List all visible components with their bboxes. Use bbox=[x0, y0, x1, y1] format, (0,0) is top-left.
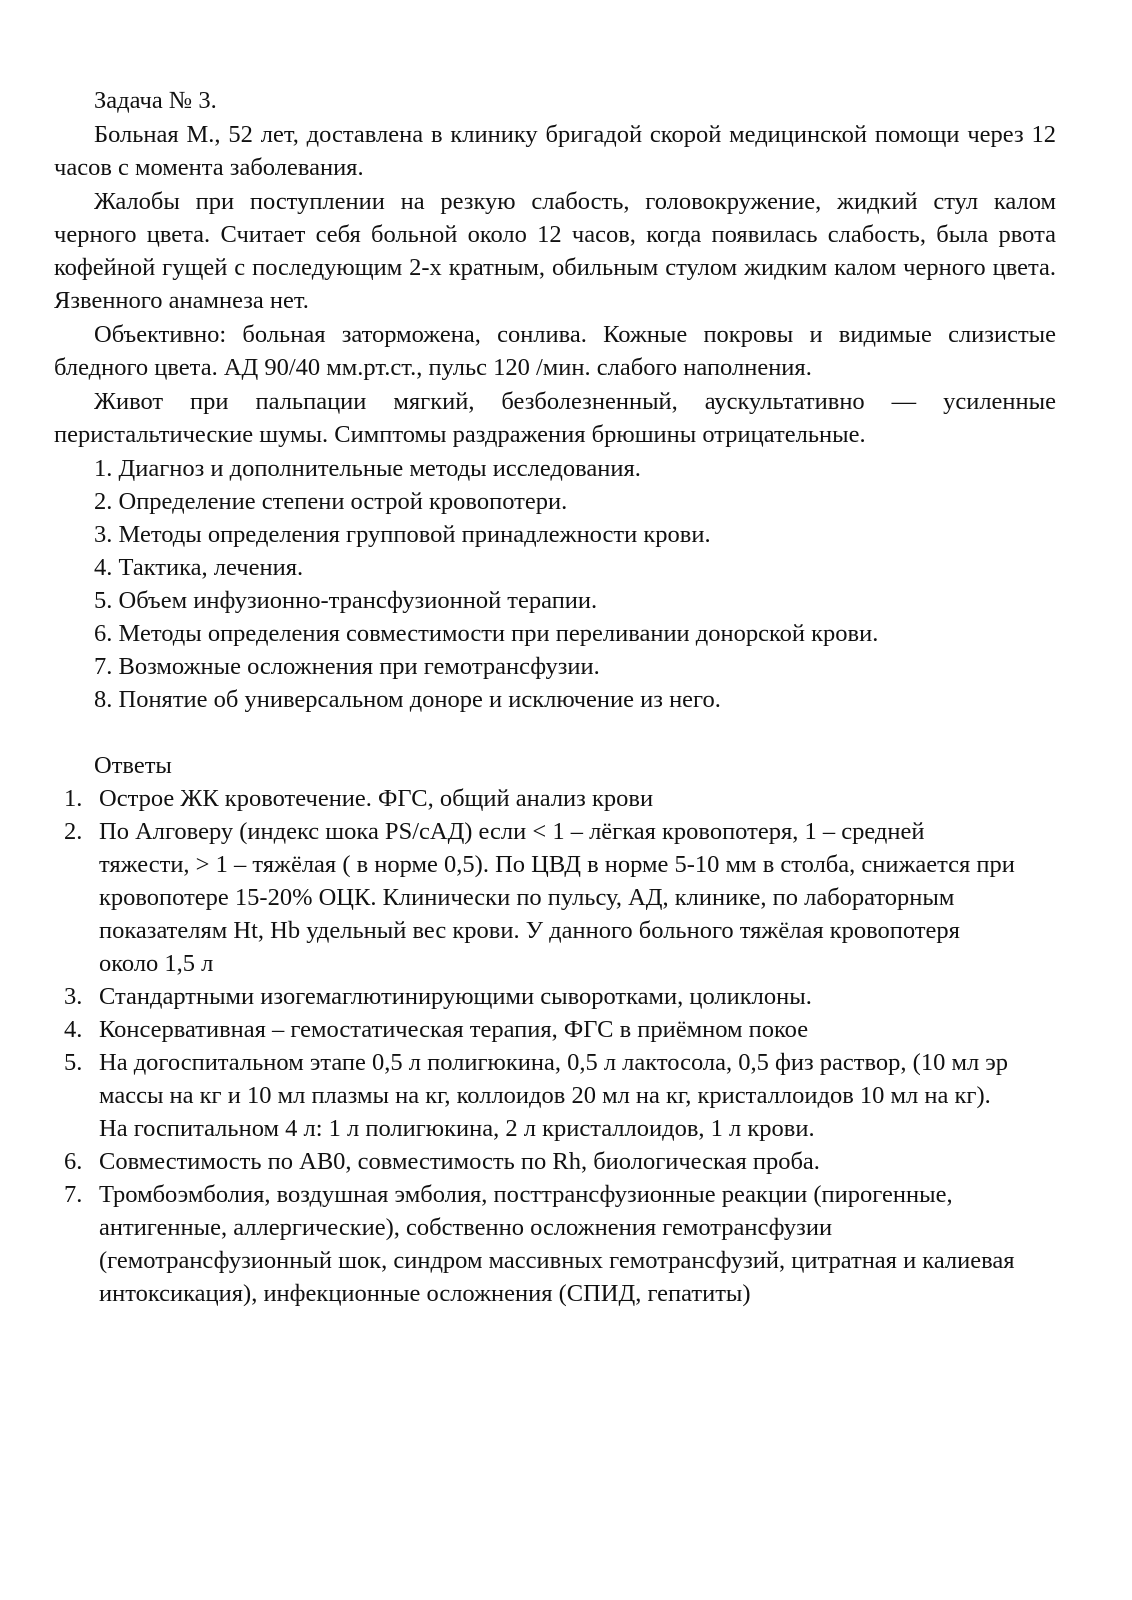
question-item: 4. Тактика, лечения. bbox=[94, 554, 304, 581]
answer-number: 6. bbox=[64, 1148, 83, 1175]
task-title: Задача № 3. bbox=[94, 87, 217, 114]
answers-title: Ответы bbox=[94, 752, 172, 779]
answer-item bbox=[54, 782, 1019, 815]
answer-number: 4. bbox=[64, 1016, 83, 1043]
question-list bbox=[54, 452, 1056, 716]
question-item: 6. Методы определения совместимости при переливании донорской крови. bbox=[94, 620, 879, 647]
answer-text: Стандартными изогемаглютинирующими сыворотками, цоликлоны. bbox=[99, 983, 812, 1010]
answer-number: 3. bbox=[64, 983, 83, 1010]
answer-item bbox=[54, 980, 1019, 1013]
question-item: 8. Понятие об универсальном доноре и исключение из него. bbox=[94, 686, 721, 713]
answer-number: 7. bbox=[64, 1181, 83, 1208]
answer-item bbox=[54, 815, 1019, 980]
task-paragraph: Объективно: больная заторможена, сонлива. Кожные покровы и видимые слизистые бледного цвета. АД 90/40 мм.рт.ст., пульс 120 /мин. слабого наполнения. bbox=[54, 321, 1056, 381]
question-item: 5. Объем инфузионно-трансфузионной терапии. bbox=[94, 587, 598, 614]
question-item: 3. Методы определения групповой принадлежности крови. bbox=[94, 521, 711, 548]
answer-item bbox=[54, 1013, 1019, 1046]
task-paragraph: Жалобы при поступлении на резкую слабость, головокружение, жидкий стул калом черного цвета. Считает себя больной около 12 часов, когда появилась слабость, была рвота кофейной гущей с последующим 2-х кратным, обильным стулом жидким калом черного цвета. Язвенного анамнеза нет. bbox=[54, 188, 1056, 314]
question-item: 7. Возможные осложнения при гемотрансфузии. bbox=[94, 653, 600, 680]
answer-item bbox=[54, 1178, 1019, 1310]
answer-item bbox=[54, 1046, 1019, 1145]
answer-list bbox=[54, 782, 1056, 1310]
answer-text: На догоспитальном этапе 0,5 л полигюкина, 0,5 л лактосола, 0,5 физ раствор, (10 мл эр массы на кг и 10 мл плазмы на кг, коллоидов 20 мл на кг, кристаллоидов 10 мл на кг). На госпитальном 4 л: 1 л полигюкина, 2 л кристаллоидов, 1 л крови. bbox=[99, 1049, 1009, 1142]
answer-text: Консервативная – гемостатическая терапия, ФГС в приёмном покое bbox=[99, 1016, 809, 1043]
task-paragraph: Живот при пальпации мягкий, безболезненный, аускультативно — усиленные перистальтические шумы. Симптомы раздражения брюшины отрицательные. bbox=[54, 388, 1056, 448]
answer-number: 1. bbox=[64, 785, 83, 812]
task-paragraph: Больная М., 52 лет, доставлена в клинику бригадой скорой медицинской помощи через 12 часов с момента заболевания. bbox=[54, 121, 1056, 181]
answer-number: 2. bbox=[64, 818, 83, 845]
answer-number: 5. bbox=[64, 1049, 83, 1076]
answer-text: Острое ЖК кровотечение. ФГС, общий анализ крови bbox=[99, 785, 654, 812]
answer-text: По Алговеру (индекс шока PS/сАД) если < 1 – лёгкая кровопотеря, 1 – средней тяжести, > 1 – тяжёлая ( в норме 0,5). По ЦВД в норме 5-10 мм в столба, снижается при кровопотере 15-20% ОЦК. Клинически по пульсу, АД, клинике, по лабораторным показателям Ht, Hb удельный вес крови. У данного больного тяжёлая кровопотеря около 1,5 л bbox=[99, 818, 1015, 977]
question-item: 1. Диагноз и дополнительные методы исследования. bbox=[94, 455, 641, 482]
question-item: 2. Определение степени острой кровопотери. bbox=[94, 488, 568, 515]
answer-text: Совместимость по АВ0, совместимость по Rh, биологическая проба. bbox=[99, 1148, 820, 1175]
answer-text: Тромбоэмболия, воздушная эмболия, посттрансфузионные реакции (пирогенные, антигенные, аллергические), собственно осложнения гемотрансфузии (гемотрансфузионный шок, синдром массивных гемотрансфузий, цитратная и калиевая интоксикация), инфекционные осложнения (СПИД, гепатиты) bbox=[99, 1181, 1015, 1307]
document-page bbox=[54, 84, 1056, 1310]
answer-item bbox=[54, 1145, 1019, 1178]
